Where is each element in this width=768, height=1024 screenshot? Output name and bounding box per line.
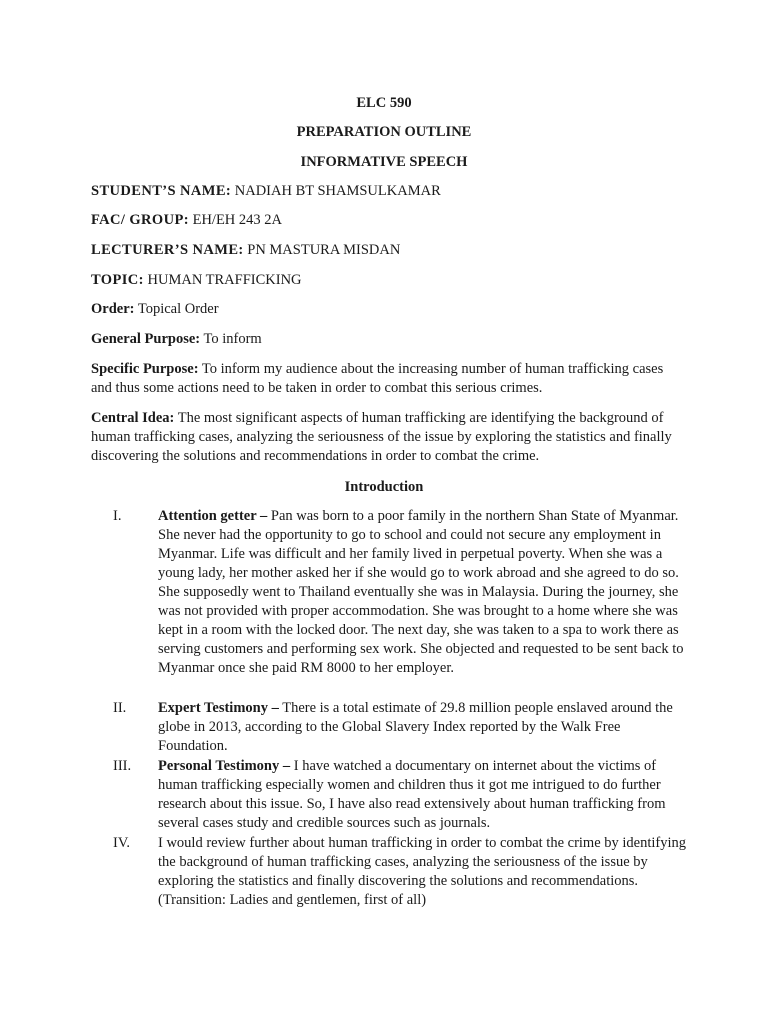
- lecturer-name-value: PN MASTURA MISDAN: [243, 242, 401, 258]
- central-idea-text: The most significant aspects of human trafficking are identifying the background of human trafficking cases, analyzing the seriousness of the issue by exploring the statistics and finally discovering the solutions and recommendations in order to combat the crime.: [91, 410, 672, 464]
- outline-item-body: [158, 757, 688, 833]
- student-name-line: [91, 182, 691, 201]
- general-purpose-label: General Purpose:: [91, 331, 201, 347]
- introduction-heading: Introduction: [344, 479, 424, 495]
- general-purpose-line: [91, 330, 691, 349]
- lecturer-name-label: LECTURER’S NAME:: [91, 242, 244, 258]
- outline-item-text: Pan was born to a poor family in the northern Shan State of Myanmar. She never had the opportunity to go to school and could not secure any employment in Myanmar. Life was difficult and her family lived in perpetual poverty. When she was a young lady, her mother asked her if she would go to work abroad and she agreed to do so. She supposedly went to Thailand eventually she was in Malaysia. During the journey, she was not provided with proper accommodation. She was brought to a home where she was kept in a room with the locked door. The next day, she was taken to a spa to work there as serving customers and performing sex work. She objected and requested to be sent back to Myanmar once she paid RM 8000 to her employer.: [158, 508, 684, 676]
- specific-purpose-paragraph: [91, 360, 687, 398]
- outline-numeral: II.: [113, 700, 127, 716]
- document-title: PREPARATION OUTLINE: [296, 124, 472, 140]
- outline-item-body: [158, 699, 688, 756]
- outline-item-text: There is a total estimate of 29.8 million people enslaved around the globe in 2013, according to the Global Slavery Index reported by the Walk Free Foundation.: [158, 700, 673, 754]
- order-line: [91, 300, 691, 319]
- order-value: Topical Order: [134, 301, 219, 317]
- outline-item-label: Attention getter –: [158, 508, 268, 524]
- central-idea-label: Central Idea:: [91, 410, 175, 426]
- lecturer-name-line: [91, 241, 691, 260]
- central-idea-paragraph: [91, 409, 687, 466]
- topic-value: HUMAN TRAFFICKING: [143, 272, 302, 288]
- outline-item-body: [158, 834, 688, 910]
- topic-line: [91, 271, 691, 290]
- specific-purpose-text: To inform my audience about the increasing number of human trafficking cases and thus some actions need to be taken in order to combat this serious crimes.: [91, 361, 664, 396]
- transition-note: (Transition: Ladies and gentlemen, first of all): [158, 892, 427, 908]
- outline-item-label: Personal Testimony –: [158, 758, 291, 774]
- document-subtitle: INFORMATIVE SPEECH: [300, 154, 468, 170]
- specific-purpose-label: Specific Purpose:: [91, 361, 199, 377]
- fac-group-label: FAC/ GROUP:: [91, 212, 189, 228]
- order-label: Order:: [91, 301, 135, 317]
- outline-item-text: I have watched a documentary on internet about the victims of human trafficking especially women and children thus it got me intrigued to do further research about this issue. So, I have also read extensively about human trafficking from several cases study and credible sources such as journals.: [158, 758, 666, 831]
- student-name-value: NADIAH BT SHAMSULKAMAR: [231, 183, 441, 199]
- topic-label: TOPIC:: [91, 272, 144, 288]
- outline-item-text: I would review further about human trafficking in order to combat the crime by identifying the background of human trafficking cases, analyzing the seriousness of the issue by exploring the statistics and finally discovering the solutions and recommendations.: [158, 835, 687, 889]
- outline-numeral: IV.: [113, 835, 131, 851]
- fac-group-value: EH/EH 243 2A: [188, 212, 283, 228]
- outline-numeral: III.: [113, 758, 132, 774]
- outline-item-body: [158, 507, 688, 678]
- outline-item-label: Expert Testimony –: [158, 700, 279, 716]
- fac-group-line: [91, 211, 691, 230]
- course-code: ELC 590: [356, 95, 412, 111]
- student-name-label: STUDENT’S NAME:: [91, 183, 232, 199]
- general-purpose-value: To inform: [200, 331, 262, 347]
- outline-numeral: I.: [113, 508, 122, 524]
